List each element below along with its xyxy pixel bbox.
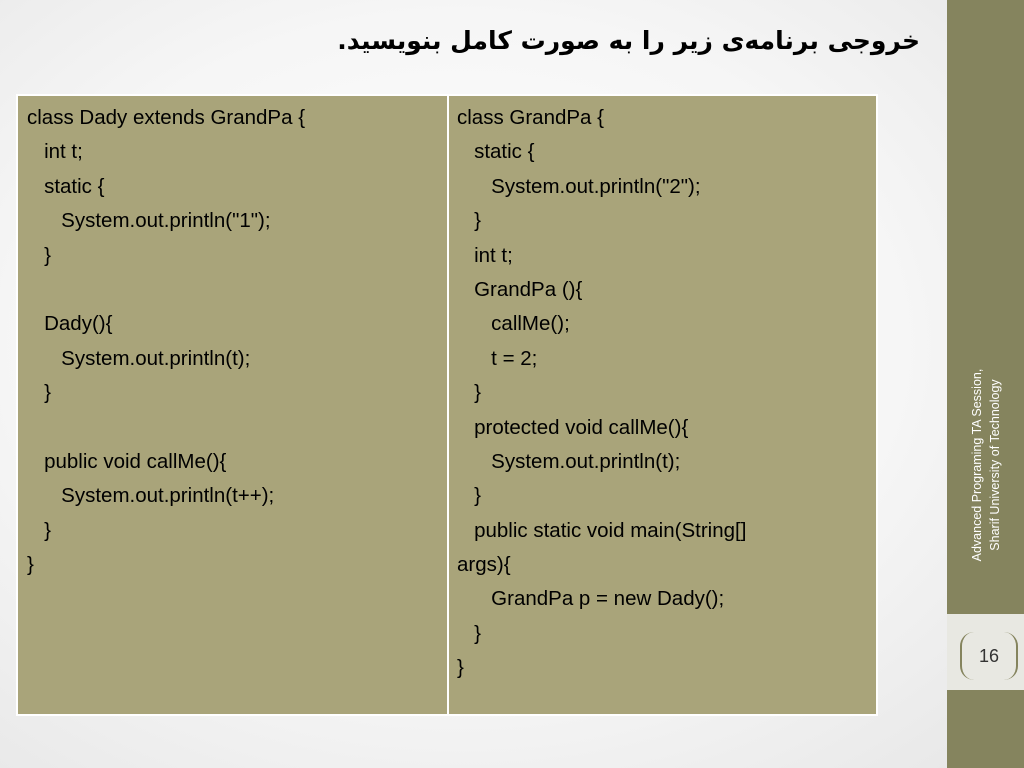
code-table [16,94,878,716]
code-line: } [457,656,464,680]
sidebar-course-text [968,315,1004,615]
code-line: System.out.println(t++); [27,484,275,508]
code-line: static { [27,174,105,198]
code-line [27,273,439,307]
code-line: t = 2; [457,346,538,370]
code-line: } [457,209,481,233]
code-line: System.out.println("2"); [457,174,701,198]
code-line: static { [457,140,535,164]
code-line: protected void callMe(){ [457,415,689,439]
code-line: } [27,553,34,577]
code-line: System.out.println(t); [27,346,251,370]
sidebar-line-university: Sharif University of Technology [988,379,1002,551]
slide-title: خروجی برنامه‌ی زیر را به صورت کامل بنویسید. [337,26,920,55]
grandpa-class-code-cell [449,96,876,714]
code-line: int t; [457,243,513,267]
code-line: } [27,518,51,542]
code-line: class Dady extends GrandPa { [27,106,306,129]
code-line [27,411,439,445]
code-line: GrandPa p = new Dady(); [457,587,725,611]
code-line: System.out.println(t); [457,449,681,473]
code-line: } [457,381,481,405]
code-line: args){ [457,553,511,577]
code-line: } [457,484,481,508]
code-line: } [27,381,51,405]
sidebar-line-course: Advanced Programing TA Session, [970,368,984,562]
dady-class-code-cell [18,96,449,714]
code-line: Dady(){ [27,312,113,336]
code-line: } [27,243,51,267]
code-line: public static void main(String[] [457,518,747,542]
code-line: int t; [27,140,83,164]
code-line: class GrandPa { [457,106,604,129]
code-line: System.out.println("1"); [27,209,271,233]
code-line: public void callMe(){ [27,449,227,473]
code-line: GrandPa (){ [457,277,583,301]
page-number: 16 [960,632,1018,680]
code-line: } [457,621,481,645]
code-line: callMe(); [457,312,570,336]
